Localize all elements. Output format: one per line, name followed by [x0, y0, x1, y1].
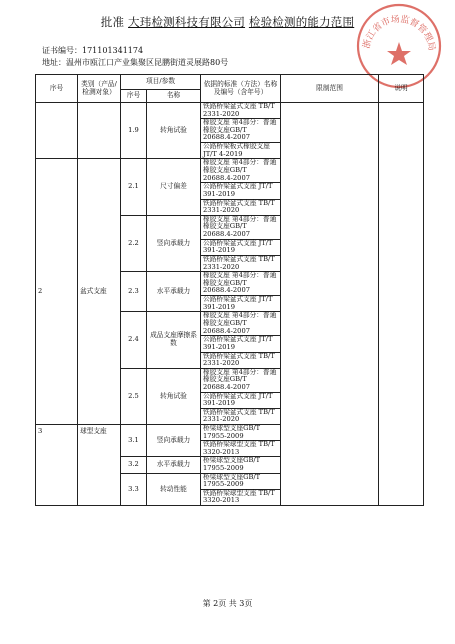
standard-cell: 公路桥梁盆式支座 JT/T 391-2019 — [201, 296, 281, 312]
standard-cell: 桥梁球型支座GB/T 17955-2009 — [201, 457, 281, 473]
table-cell-seq — [36, 103, 78, 159]
standard-cell: 铁路桥梁盆式支座 TB/T 2331-2020 — [201, 103, 281, 119]
address-value: 温州市瓯江口产业集聚区昆鹏街道灵展路80号 — [66, 58, 229, 67]
item-name-cell: 竖向承载力 — [147, 425, 201, 457]
standard-cell: 橡胶支座 第4部分：普通橡胶支座GB/T 20688.4-2007 — [201, 272, 281, 296]
item-seq-cell: 2.5 — [121, 368, 147, 424]
standard-cell: 公路桥梁板式橡胶支座JT/T 4-2019 — [201, 143, 281, 159]
cert-label: 证书编号： — [42, 46, 82, 55]
standard-cell: 公路桥梁盆式支座 JT/T 391-2019 — [201, 239, 281, 255]
page-number: 第 2页 共 3页 — [202, 599, 253, 608]
header-item-seq: 序号 — [121, 90, 147, 103]
item-seq-cell: 2.1 — [121, 159, 147, 215]
item-seq-cell: 2.4 — [121, 312, 147, 368]
standard-cell: 铁路桥梁球型支座 TB/T 3320-2013 — [201, 489, 281, 505]
standard-cell: 桥梁球型支座GB/T 17955-2009 — [201, 473, 281, 489]
organization-name: 大玮检测科技有限公司 — [128, 15, 246, 29]
item-name-cell: 水平承载力 — [147, 457, 201, 473]
item-name-cell: 竖向承载力 — [147, 215, 201, 271]
note-cell — [379, 103, 424, 506]
standard-cell: 铁路桥梁球型支座 TB/T 3320-2013 — [201, 441, 281, 457]
standard-cell: 橡胶支座 第4部分：普通橡胶支座GB/T 20688.4-2007 — [201, 159, 281, 183]
title-suffix: 检验检测的能力范围 — [248, 15, 355, 29]
item-seq-cell: 3.2 — [121, 457, 147, 473]
header-note: 说明 — [379, 75, 424, 103]
svg-text:浙江省市场监督管理局: 浙江省市场监督管理局 — [362, 14, 437, 52]
standard-cell: 铁路桥梁盆式支座 TB/T 2331-2020 — [201, 199, 281, 215]
item-seq-cell: 3.3 — [121, 473, 147, 505]
item-name-cell: 转动性能 — [147, 473, 201, 505]
standard-cell: 铁路桥梁盆式支座 TB/T 2331-2020 — [201, 352, 281, 368]
item-seq-cell: 1.9 — [121, 103, 147, 159]
capability-table — [35, 74, 424, 506]
limit-cell — [281, 103, 379, 506]
table-cell-category: 球型支座 — [78, 425, 121, 506]
header-category: 类别（产品/检测对象） — [78, 75, 121, 103]
address-label: 地址： — [42, 58, 66, 67]
item-name-cell: 水平承载力 — [147, 272, 201, 312]
header-limit: 限制范围 — [281, 75, 379, 103]
cert-value: 171101341174 — [82, 46, 144, 55]
standard-cell: 铁路桥梁盆式支座 TB/T 2331-2020 — [201, 255, 281, 271]
item-name-cell: 转角试验 — [147, 368, 201, 424]
table-cell-category — [78, 103, 121, 159]
standard-cell: 公路桥梁盆式支座 JT/T 391-2019 — [201, 392, 281, 408]
item-seq-cell: 3.1 — [121, 425, 147, 457]
item-seq-cell: 2.2 — [121, 215, 147, 271]
standard-cell: 公路桥梁盆式支座 JT/T 391-2019 — [201, 183, 281, 199]
standard-cell: 橡胶支座 第4部分：普通橡胶支座GB/T 20688.4-2007 — [201, 215, 281, 239]
table-cell-category: 盆式支座 — [78, 159, 121, 425]
item-name-cell: 成品支座摩擦系数 — [147, 312, 201, 368]
standard-cell: 铁路桥梁盆式支座 TB/T 2331-2020 — [201, 408, 281, 424]
title-prefix: 批准 — [100, 15, 125, 29]
standard-cell: 橡胶支座 第4部分：普通橡胶支座GB/T 20688.4-2007 — [201, 368, 281, 392]
header-item-name: 名称 — [147, 90, 201, 103]
item-seq-cell: 2.3 — [121, 272, 147, 312]
item-name-cell: 转角试验 — [147, 103, 201, 159]
standard-cell: 橡胶支座 第4部分：普通橡胶支座GB/T 20688.4-2007 — [201, 119, 281, 143]
table-cell-seq: 2 — [36, 159, 78, 425]
header-standard: 依据的标准（方法）名称及编号（含年号） — [201, 75, 281, 103]
standard-cell: 桥梁球型支座GB/T 17955-2009 — [201, 425, 281, 441]
table-cell-seq: 3 — [36, 425, 78, 506]
header-seq: 序号 — [36, 75, 78, 103]
header-item-group: 项目/参数 — [121, 75, 201, 90]
standard-cell: 公路桥梁盆式支座 JT/T 391-2019 — [201, 336, 281, 352]
item-name-cell: 尺寸偏差 — [147, 159, 201, 215]
standard-cell: 橡胶支座 第4部分：普通橡胶支座GB/T 20688.4-2007 — [201, 312, 281, 336]
